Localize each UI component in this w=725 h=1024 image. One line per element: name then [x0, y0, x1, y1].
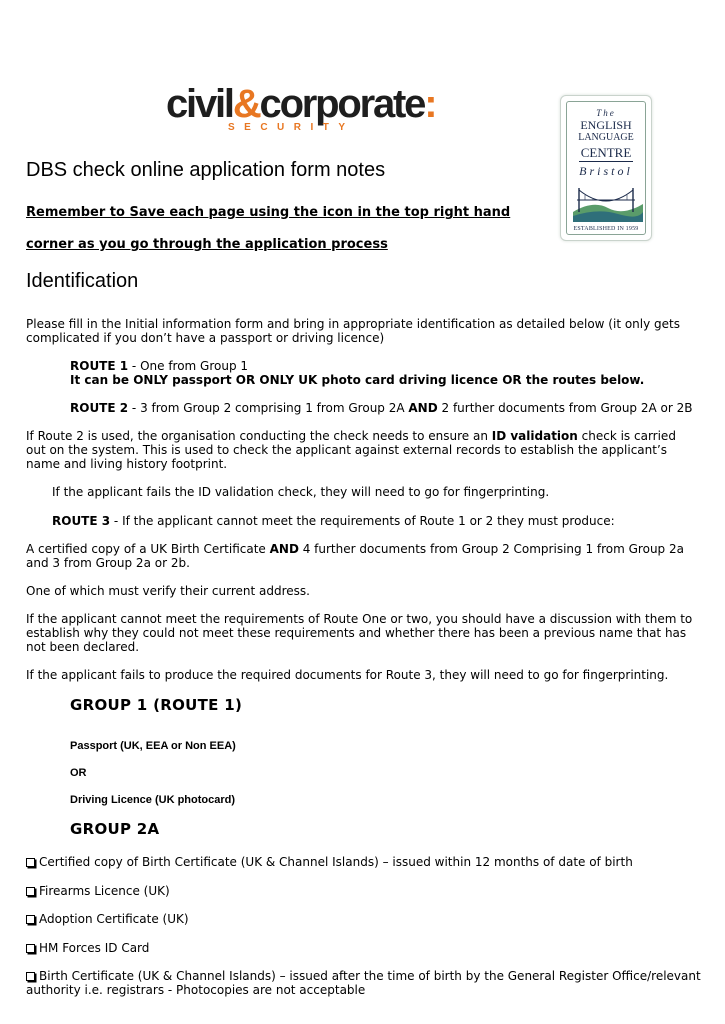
checkbox-icon [26, 858, 35, 867]
bridge-illustration-icon [573, 182, 643, 222]
list-item: Firearms Licence (UK) [26, 884, 706, 898]
list-item: HM Forces ID Card [26, 941, 706, 955]
list-item: Certified copy of Birth Certificate (UK & Channel Islands) – issued within 12 months of date of birth [26, 855, 706, 869]
list-item: Birth Certificate (UK & Channel Islands) – issued after the time of birth by the General Register Office/relevant authority i.e. registrars - Photocopies are not acceptable [26, 969, 701, 997]
checkbox-icon [26, 972, 35, 981]
route-2-line: ROUTE 2 - 3 from Group 2 comprising 1 from Group 2A AND 2 further documents from Group 2A or 2B [70, 401, 693, 415]
discussion-paragraph: If the applicant cannot meet the requirements of Route One or two, you should have a discussion with them to establish why they could not meet these requirements and whether there has been a previous name that has not been declared. [26, 612, 693, 654]
route-1-detail: It can be ONLY passport OR ONLY UK photo card driving licence OR the routes below. [70, 373, 645, 387]
id-validation-paragraph: If Route 2 is used, the organisation conducting the check needs to ensure an ID validation check is carried out on the system. This is used to check the applicant against external records to establish the applicant’s name and living history footprint. [26, 429, 676, 471]
list-item: Adoption Certificate (UK) [26, 912, 706, 926]
english-language-centre-logo [560, 95, 652, 241]
route-3-line: ROUTE 3 - If the applicant cannot meet the requirements of Route 1 or 2 they must produce: [52, 514, 615, 528]
identification-heading: Identification [26, 270, 139, 292]
page-title: DBS check online application form notes [26, 159, 386, 181]
birth-certificate-paragraph: A certified copy of a UK Birth Certificate AND 4 further documents from Group 2 Comprising 1 from Group 2a and 3 from Group 2a or 2b. [26, 542, 684, 570]
checkbox-icon [26, 915, 35, 924]
logo-rule [579, 161, 633, 162]
group-1-or: OR [70, 767, 87, 779]
fails-route-3-paragraph: If the applicant fails to produce the required documents for Route 3, they will need to go for fingerprinting. [26, 668, 669, 682]
save-reminder-line-2: corner as you go through the application process [26, 237, 388, 252]
group-1-passport: Passport (UK, EEA or Non EEA) [70, 740, 236, 752]
logo-subtitle: SECURITY [228, 122, 355, 133]
checkbox-icon [26, 887, 35, 896]
logo-wordmark: civil&corporate: [166, 82, 436, 126]
group-1-heading: GROUP 1 (ROUTE 1) [70, 696, 243, 714]
address-paragraph: One of which must verify their current address. [26, 584, 310, 598]
intro-paragraph: Please fill in the Initial information form and bring in appropriate identification as detailed below (it only gets complicated if you don’t have a passport or driving licence) [26, 317, 680, 345]
group-1-driving-licence: Driving Licence (UK photocard) [70, 794, 236, 806]
save-reminder-line-1: Remember to Save each page using the icon in the top right hand [26, 205, 511, 220]
route-1-line: ROUTE 1 - One from Group 1 [70, 359, 249, 373]
civil-corporate-logo [166, 82, 462, 136]
logo-frame: The ENGLISH LANGUAGE CENTRE Bristol ESTABLISHED IN 1959 [566, 101, 646, 235]
fails-validation-paragraph: If the applicant fails the ID validation check, they will need to go for fingerprinting. [52, 485, 550, 499]
checkbox-icon [26, 944, 35, 953]
group-2a-heading: GROUP 2A [70, 820, 160, 838]
